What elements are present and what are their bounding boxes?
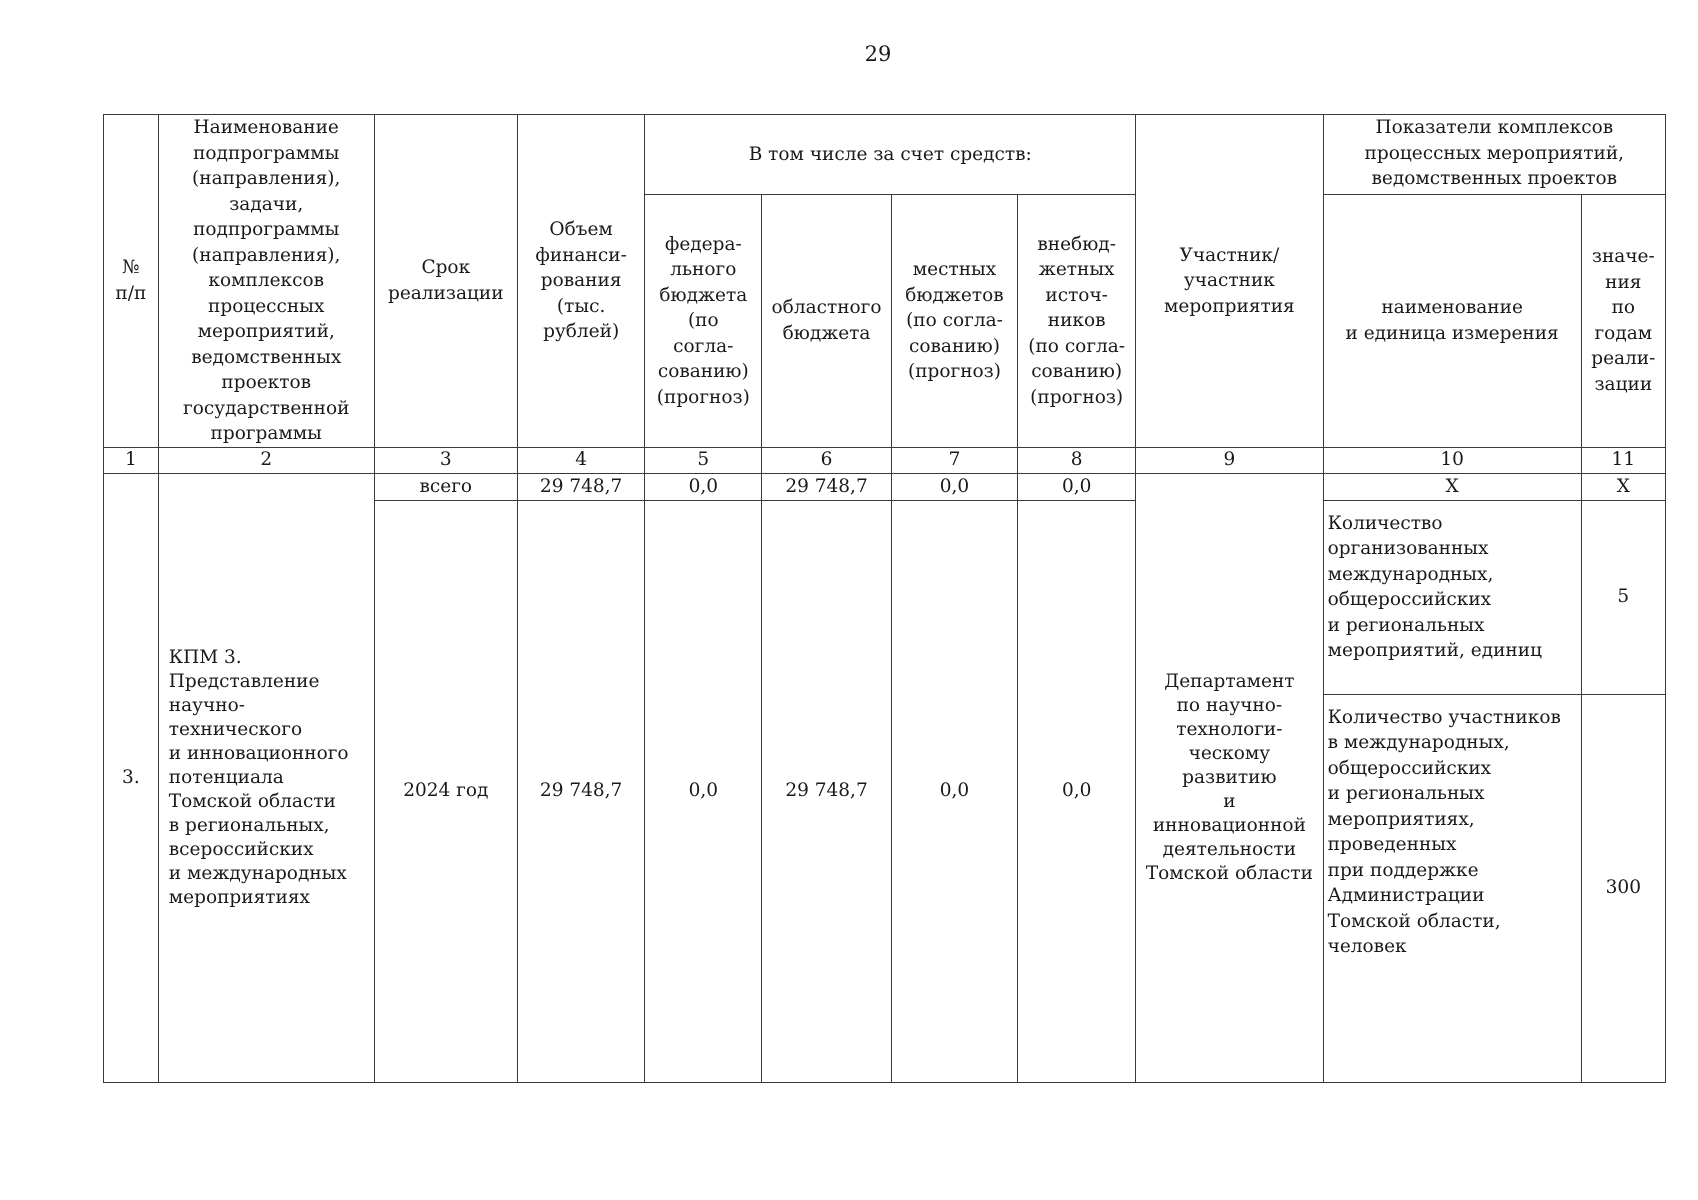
header-col-extra: внебюд- жетных источ- ников (по согла- сованию) (прогноз) xyxy=(1018,195,1136,447)
total-volume: 29 748,7 xyxy=(517,473,644,500)
header-col-period: Срок реализации xyxy=(374,115,517,448)
total-federal: 0,0 xyxy=(645,473,762,500)
header-col-indicator-name: наименование и единица измерения xyxy=(1323,195,1581,447)
header-row-1 xyxy=(104,115,1666,195)
year-federal: 0,0 xyxy=(645,500,762,1082)
column-number: 5 xyxy=(645,447,762,473)
header-col-local: местных бюджетов (по согла- сованию) (прогноз) xyxy=(891,195,1017,447)
column-number: 7 xyxy=(891,447,1017,473)
column-number: 4 xyxy=(517,447,644,473)
header-funding-group: В том числе за счет средств: xyxy=(645,115,1136,195)
indicator-value-2: 300 xyxy=(1581,694,1665,1082)
header-col-indicator-value: значе- ния по годам реали- зации xyxy=(1581,195,1665,447)
header-col-participant: Участник/ участник мероприятия xyxy=(1136,115,1323,448)
indicator-value-1: 5 xyxy=(1581,500,1665,694)
total-local: 0,0 xyxy=(891,473,1017,500)
total-period: всего xyxy=(374,473,517,500)
table-row-total xyxy=(104,473,1666,500)
column-number: 2 xyxy=(158,447,374,473)
column-number: 1 xyxy=(104,447,159,473)
year-local: 0,0 xyxy=(891,500,1017,1082)
total-extra: 0,0 xyxy=(1018,473,1136,500)
year-volume: 29 748,7 xyxy=(517,500,644,1082)
column-number: 10 xyxy=(1323,447,1581,473)
column-number: 8 xyxy=(1018,447,1136,473)
header-col-regional: областного бюджета xyxy=(762,195,892,447)
header-indicators-group: Показатели комплексов процессных мероприятий, ведомственных проектов xyxy=(1323,115,1665,195)
header-col-federal: федера- льного бюджета (по согла- сованию) (прогноз) xyxy=(645,195,762,447)
indicator-name-2 xyxy=(1323,694,1581,1082)
program-table xyxy=(103,114,1666,1083)
total-indicator-value: X xyxy=(1581,473,1665,500)
header-col-number: № п/п xyxy=(104,115,159,448)
column-number: 11 xyxy=(1581,447,1665,473)
year-period: 2024 год xyxy=(374,500,517,1082)
row-number: 3. xyxy=(104,473,159,1082)
year-extra: 0,0 xyxy=(1018,500,1136,1082)
column-number: 9 xyxy=(1136,447,1323,473)
indicator-name-text: Количество организованных международных, общероссийских и региональных мероприятий, единиц xyxy=(1327,512,1542,661)
header-col-name: Наименование подпрограммы (направления), задачи, подпрограммы (направления), комплексов процессных мероприятий, ведомственных проектов государственной программы xyxy=(158,115,374,448)
indicator-name-text: Количество участников в международных, общероссийских и региональных мероприятиях, проведенных при поддержке Администрации Томской области, человек xyxy=(1327,706,1561,957)
indicator-name-1 xyxy=(1323,500,1581,694)
page-number: 29 xyxy=(864,42,892,66)
column-numbers-row xyxy=(104,447,1666,473)
header-col-volume: Объем финанси- рования (тыс. рублей) xyxy=(517,115,644,448)
row-participant: Департамент по научно- технологи- ческому развитию и инновационной деятельности Томской области xyxy=(1136,473,1323,1082)
column-number: 6 xyxy=(762,447,892,473)
column-number: 3 xyxy=(374,447,517,473)
row-name: КПМ 3. Представление научно- технического и инновационного потенциала Томской области в региональных, всероссийских и международных мероприятиях xyxy=(158,473,374,1082)
total-regional: 29 748,7 xyxy=(762,473,892,500)
total-indicator-name: X xyxy=(1323,473,1581,500)
year-regional: 29 748,7 xyxy=(762,500,892,1082)
